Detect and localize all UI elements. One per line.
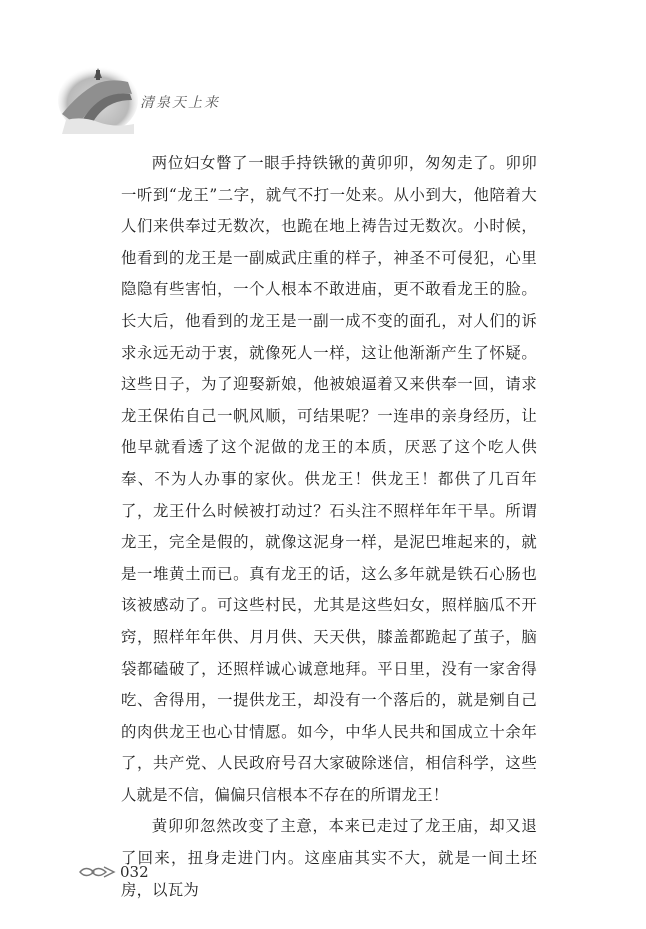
- body-text: [121, 148, 537, 906]
- great-wall-illustration-icon: [58, 54, 138, 134]
- page-number: 032: [120, 863, 149, 881]
- paragraph-2: 黄卯卯忽然改变了主意，本来已走过了龙王庙，却又退了回来，扭身走进门内。这座庙其实不大，就是一间土坯房，以瓦为: [121, 817, 537, 899]
- paragraph-1: 两位妇女瞥了一眼手持铁锹的黄卯卯，匆匆走了。卯卯一听到“龙王”二字，就气不打一处来。从小到大，他陪着大人们来供奉过无数次，也跪在地上祷告过无数次。小时候，他看到的龙王是一副威武庄重的样子，神圣不可侵犯，心里隐隐有些害怕，一个人根本不敢进庙，更不敢看龙王的脸。长大后，他看到的龙王是一副一成不变的面孔，对人们的诉求永远无动于衷，就像死人一样，这让他渐渐产生了怀疑。这些日子，为了迎娶新娘，他被娘逼着又来供奉一回，请求龙王保佑自己一帆风顺，可结果呢？一连串的亲身经历，让他早就看透了这个泥做的龙王的本质，厌恶了这个吃人供奉、不为人办事的家伙。供龙王！供龙王！都供了几百年了，龙王什么时候被打动过？石头注不照样年年干旱。所谓龙王，完全是假的，就像这泥身一样，是泥巴堆起来的，就是一堆黄土而已。真有龙王的话，这么多年就是铁石心肠也该被感动了。可这些村民，尤其是这些妇女，照样脑瓜不开窍，照样年年供、月月供、天天供，膝盖都跪起了茧子，脑袋都磕破了，还照样诚心诚意地拜。平日里，没有一家舍得吃、舍得用，一提供龙王，却没有一个落后的，就是剜自己的肉供龙王也心甘情愿。如今，中华人民共和国成立十余年了，共产党、人民政府号召大家破除迷信，相信科学，这些人就是不信，偏偏只信根本不存在的所谓龙王！: [121, 154, 537, 804]
- running-header: [58, 54, 308, 134]
- leaf-arrow-ornament-icon: [78, 863, 116, 881]
- page-footer: [78, 860, 149, 884]
- book-title: 清泉天上来: [140, 95, 220, 111]
